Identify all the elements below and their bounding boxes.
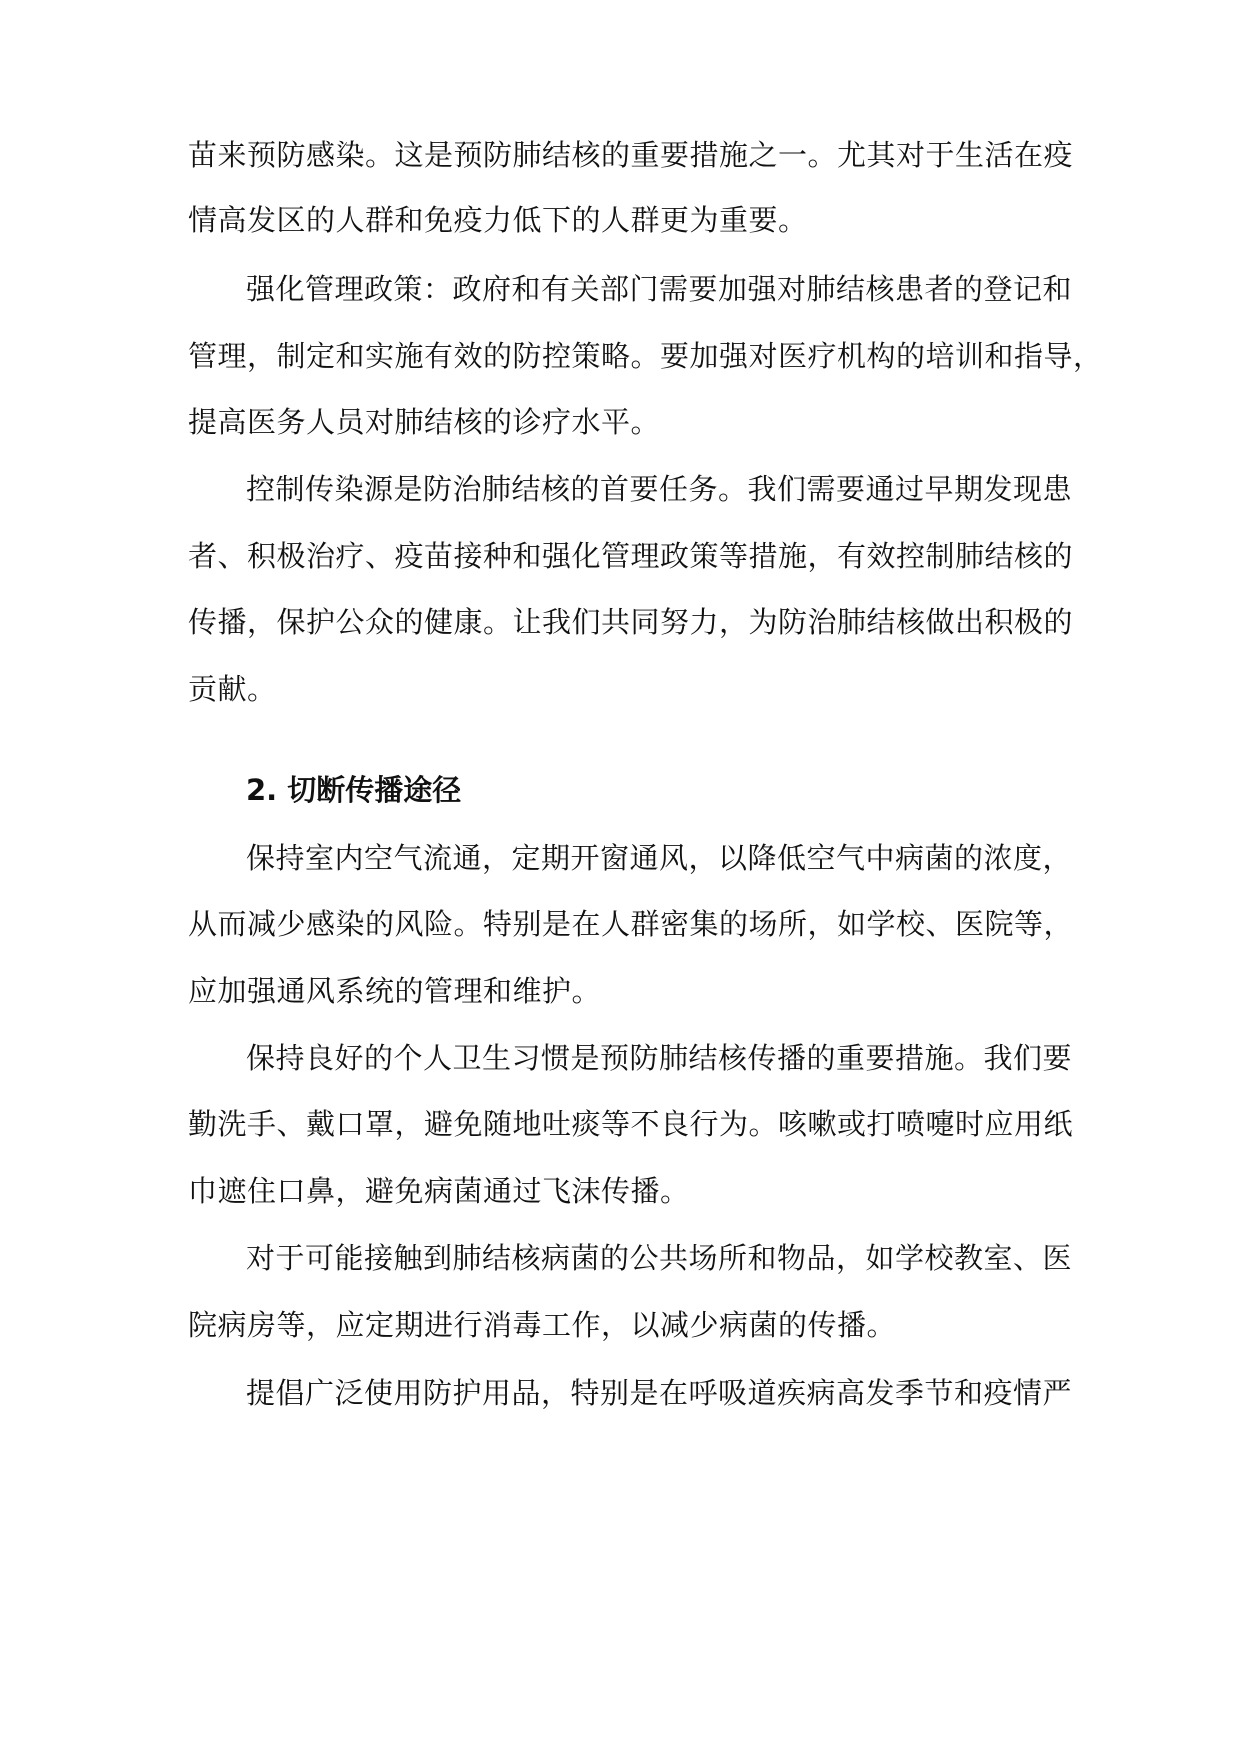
paragraph-line: 控制传染源是防治肺结核的首要任务。我们需要通过早期发现患 xyxy=(246,472,1073,506)
paragraph-line: 苗来预防感染。这是预防肺结核的重要措施之一。尤其对于生活在疫 xyxy=(188,138,1074,172)
paragraph-line: 对于可能接触到肺结核病菌的公共场所和物品，如学校教室、医 xyxy=(246,1241,1073,1275)
paragraph-line: 强化管理政策：政府和有关部门需要加强对肺结核患者的登记和 xyxy=(246,272,1073,306)
section-heading: 2. 切断传播途径 xyxy=(246,773,462,807)
paragraph-line: 应加强通风系统的管理和维护。 xyxy=(188,974,602,1008)
paragraph-line: 者、积极治疗、疫苗接种和强化管理政策等措施，有效控制肺结核的 xyxy=(188,539,1074,573)
paragraph-line: 传播，保护公众的健康。让我们共同努力，为防治肺结核做出积极的 xyxy=(188,605,1074,639)
paragraph-line: 管理，制定和实施有效的防控策略。要加强对医疗机构的培训和指导， xyxy=(188,339,1103,373)
paragraph-line: 提高医务人员对肺结核的诊疗水平。 xyxy=(188,405,661,439)
paragraph-line: 勤洗手、戴口罩，避免随地吐痰等不良行为。咳嗽或打喷嚏时应用纸 xyxy=(188,1107,1074,1141)
paragraph-line: 情高发区的人群和免疫力低下的人群更为重要。 xyxy=(188,203,808,237)
paragraph-line: 保持良好的个人卫生习惯是预防肺结核传播的重要措施。我们要 xyxy=(246,1041,1073,1075)
paragraph-line: 提倡广泛使用防护用品，特别是在呼吸道疾病高发季节和疫情严 xyxy=(246,1376,1073,1410)
paragraph-line: 巾遮住口鼻，避免病菌通过飞沫传播。 xyxy=(188,1174,690,1208)
paragraph-line: 从而减少感染的风险。特别是在人群密集的场所，如学校、医院等， xyxy=(188,907,1074,941)
paragraph-line: 保持室内空气流通，定期开窗通风，以降低空气中病菌的浓度， xyxy=(246,841,1073,875)
paragraph-line: 贡献。 xyxy=(188,672,277,706)
paragraph-line: 院病房等，应定期进行消毒工作，以减少病菌的传播。 xyxy=(188,1308,897,1342)
